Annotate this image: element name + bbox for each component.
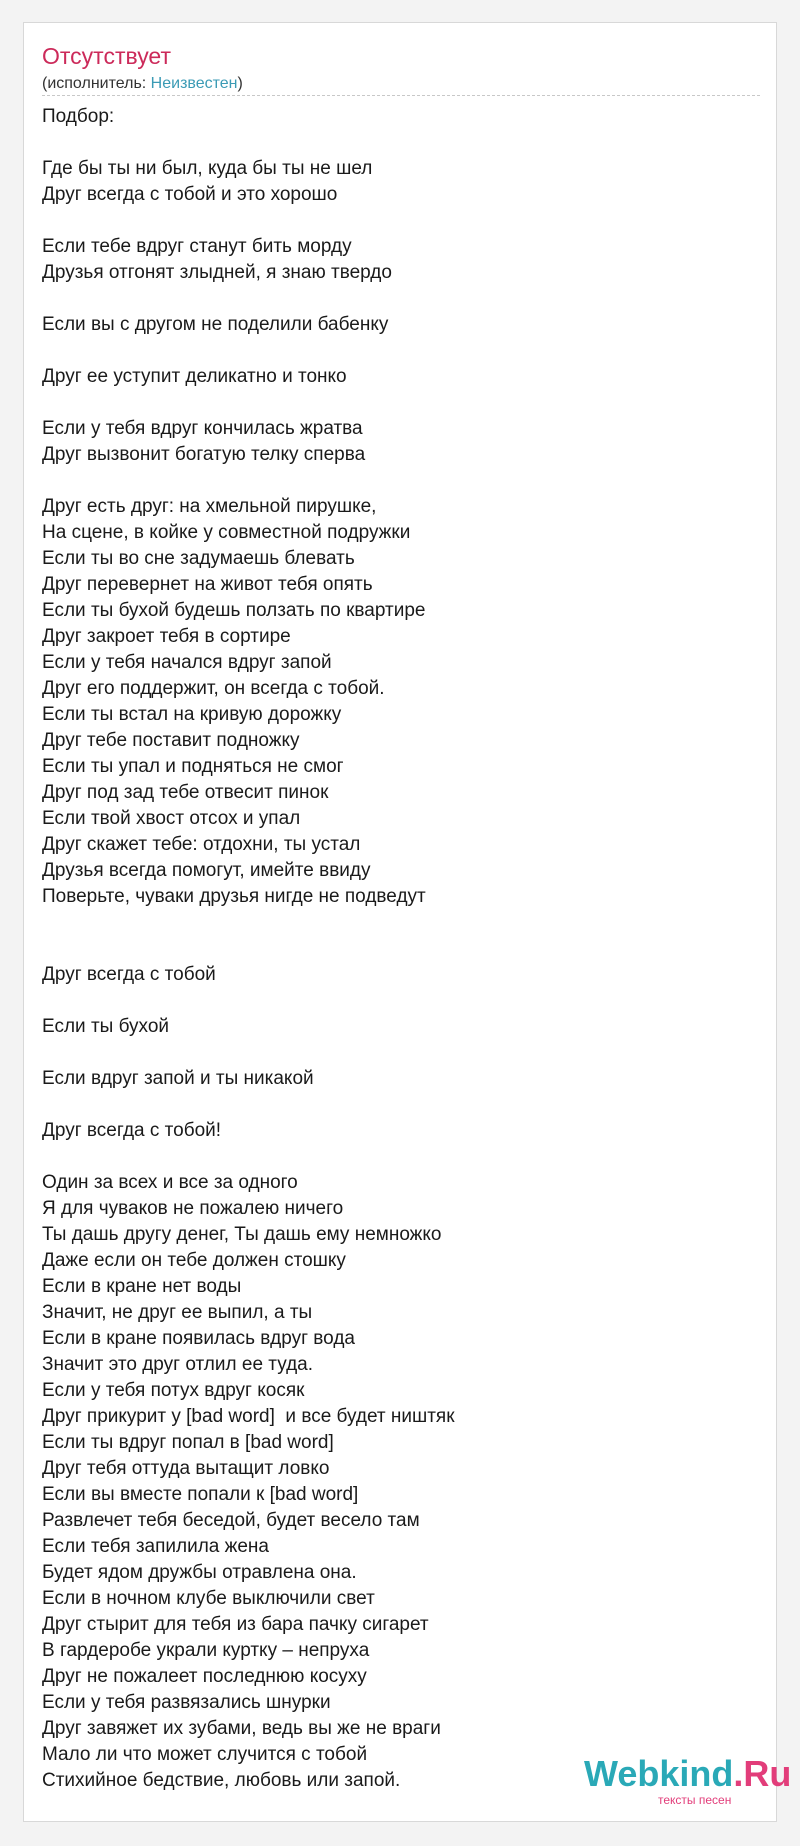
lyrics-card — [23, 22, 777, 1822]
artist-link[interactable]: Неизвестен — [150, 75, 238, 92]
site-watermark — [584, 1753, 792, 1813]
lyrics-text: Подбор: Где бы ты ни был, куда бы ты не шел Друг всегда с тобой и это хорошо Если тебе вдруг станут бить морду Друзья отгонят злыдней, я знаю твердо Если вы с другом не поделили бабенку Друг ее уступит деликатно и тонко Если у тебя вдруг кончилась жратва Друг вызвонит богатую телку сперва Друг есть друг: на хмельной пирушке, На сцене, в койке у совместной подружки Если ты во сне задумаешь блевать Друг перевернет на живот тебя опять Если ты бухой будешь ползать по квартире Друг закроет тебя в сортире Если у тебя начался вдруг запой Друг его поддержит, он всегда с тобой. Если ты встал на кривую дорожку Друг тебе поставит подножку Если ты упал и подняться не смог Друг под зад тебе отвесит пинок Если твой хвост отсох и упал Друг скажет тебе: отдохни, ты устал Друзья всегда помогут, имейте ввиду Поверьте, чуваки друзья нигде не подведут Друг всегда с тобой Если ты бухой Если вдруг запой и ты никакой Друг всегда с тобой! Один за всех и все за одного Я для чуваков не пожалею ничего Ты дашь другу денег, Ты дашь ему немножко Даже если он тебе должен стошку Если в кране нет воды Значит, не друг ее выпил, а ты Если в кране появилась вдруг вода Значит это друг отлил ее туда. Если у тебя потух вдруг косяк Друг прикурит у [bad word] и все будет ништяк Если ты вдруг попал в [bad word] Друг тебя оттуда вытащит ловко Если вы вместе попали к [bad word] Развлечет тебя беседой, будет весело там Если тебя запилила жена Будет ядом дружбы отравлена она. Если в ночном клубе выключили свет Друг стырит для тебя из бара пачку сигарет В гардеробе украли куртку – непруха Друг не пожалеет последнюю косуху Если у тебя развязались шнурки Друг завяжет их зубами, ведь вы же не враги Мало ли что может случится с тобой Стихийное бедствие, любовь или запой. — [42, 106, 455, 1791]
watermark-tld: .Ru — [733, 1753, 792, 1794]
watermark-tagline: тексты песен — [658, 1793, 732, 1807]
header-divider — [42, 95, 760, 96]
watermark-brand: Webkind — [584, 1753, 734, 1794]
artist-line — [42, 75, 243, 93]
watermark-logo — [584, 1753, 791, 1795]
song-title: Отсутствует — [42, 43, 171, 69]
artist-suffix: ) — [237, 75, 243, 92]
artist-prefix: (исполнитель: — [42, 75, 151, 92]
